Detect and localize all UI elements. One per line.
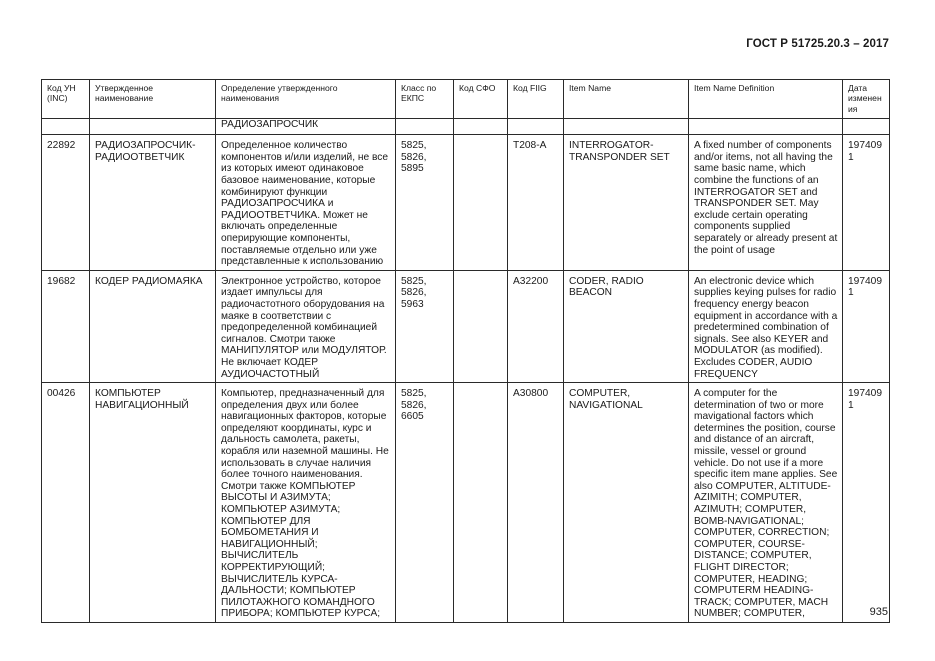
cell-sfo-code — [454, 383, 508, 623]
col-header-change-date: Дата изменения — [843, 80, 890, 119]
cell-empty — [689, 119, 843, 135]
cell-item-name-definition: A fixed number of components and/or items, not all having the same basic name, which combine the functions of an INTERROGATOR SET and TRANSPONDER SET. May exclude certain operating components supplied separately or already present at the point of usage — [689, 135, 843, 271]
table-row — [42, 270, 890, 382]
continuation-row — [42, 119, 890, 135]
cell-sfo-code — [454, 270, 508, 382]
cell-ekps-class: 5825, 5826, 5963 — [396, 270, 454, 382]
cell-item-name: COMPUTER, NAVIGATIONAL — [564, 383, 689, 623]
cell-fiig-code: A32200 — [508, 270, 564, 382]
cell-item-name: INTERROGATOR-TRANSPONDER SET — [564, 135, 689, 271]
cell-change-date: 1974091 — [843, 270, 890, 382]
cell-approved-name: РАДИОЗАПРОСЧИК-РАДИООТВЕТЧИК — [90, 135, 216, 271]
col-header-fiig-code: Код FIIG — [508, 80, 564, 119]
continuation-text: РАДИОЗАПРОСЧИК — [216, 119, 396, 135]
cell-inc: 19682 — [42, 270, 90, 382]
col-header-ekps-class: Класс по ЕКПС — [396, 80, 454, 119]
col-header-definition: Определение утвержденного наименования — [216, 80, 396, 119]
cell-empty — [454, 119, 508, 135]
table-row — [42, 135, 890, 271]
cell-empty — [42, 119, 90, 135]
cell-inc: 22892 — [42, 135, 90, 271]
cell-approved-name: КОДЕР РАДИОМАЯКА — [90, 270, 216, 382]
cell-empty — [396, 119, 454, 135]
cell-empty — [564, 119, 689, 135]
catalog-table — [41, 79, 890, 623]
cell-definition: Определенное количество компонентов и/или изделий, не все из которых имеют одинаковое базовое наименование, которые комбинируют функции РАДИОЗАПРОСЧИКА и РАДИООТВЕТЧИКА. Может не включать определенные оперирующие компоненты, поставляемые отдельно или уже представленные к использованию — [216, 135, 396, 271]
page-number: 935 — [869, 606, 888, 618]
col-header-approved-name: Утвержденное наименование — [90, 80, 216, 119]
cell-empty — [508, 119, 564, 135]
cell-empty — [90, 119, 216, 135]
cell-change-date: 1974091 — [843, 135, 890, 271]
cell-definition: Электронное устройство, которое издает импульсы для радиочастотного оборудования на маяке в соответствии с предопределенной комбинацией сигналов. Смотри также МАНИПУЛЯТОР или МОДУЛЯТОР. Не включает КОДЕР АУДИОЧАСТОТНЫЙ — [216, 270, 396, 382]
col-header-inc: Код УН (INC) — [42, 80, 90, 119]
cell-ekps-class: 5825, 5826, 5895 — [396, 135, 454, 271]
header-row — [42, 80, 890, 119]
cell-approved-name: КОМПЬЮТЕР НАВИГАЦИОННЫЙ — [90, 383, 216, 623]
cell-definition: Компьютер, предназначенный для определения двух или более навигационных факторов, которые определяют координаты, курс и дальность самолета, ракеты, корабля или наземной машины. Не использовать в случае наличия более точного наименования. Смотри также КОМПЬЮТЕР ВЫСОТЫ И АЗИМУТА; КОМПЬЮТЕР АЗИМУТА; КОМПЬЮТЕР ДЛЯ БОМБОМЕТАНИЯ И НАВИГАЦИОННЫЙ; ВЫЧИСЛИТЕЛЬ КОРРЕКТИРУЮЩИЙ; ВЫЧИСЛИТЕЛЬ КУРСА-ДАЛЬНОСТИ; КОМПЬЮТЕР ПИЛОТАЖНОГО КОМАНДНОГО ПРИБОРА; КОМПЬЮТЕР КУРСА; — [216, 383, 396, 623]
cell-sfo-code — [454, 135, 508, 271]
cell-inc: 00426 — [42, 383, 90, 623]
col-header-sfo-code: Код СФО — [454, 80, 508, 119]
cell-ekps-class: 5825, 5826, 6605 — [396, 383, 454, 623]
cell-fiig-code: A30800 — [508, 383, 564, 623]
cell-item-name-definition: A computer for the determination of two or more mavigational factors which determines the position, course and distance of an aircraft, missile, vessel or ground vehicle. Do not use if a more specific item mane applies. See also COMPUTER, ALTITUDE-AZIMITH; COMPUTER, AZIMUTH; COMPUTER, BOMB-NAVIGATIONAL; COMPUTER, CORRECTION; COMPUTER, COURSE-DISTANCE; COMPUTER, FLIGHT DIRECTOR; COMPUTER, HEADING; COMPUTERM HEADING-TRACK; COMPUTER, MACH NUMBER; COMPUTER, — [689, 383, 843, 623]
cell-item-name: CODER, RADIO BEACON — [564, 270, 689, 382]
cell-empty — [843, 119, 890, 135]
col-header-item-name-definition: Item Name Definition — [689, 80, 843, 119]
cell-fiig-code: T208-A — [508, 135, 564, 271]
cell-item-name-definition: An electronic device which supplies keying pulses for radio frequency energy beacon equipment in accordance with a predetermined combination of signals. See also KEYER and MODULATOR (as modified). Excludes CODER, AUDIO FREQUENCY — [689, 270, 843, 382]
document-header: ГОСТ Р 51725.20.3 – 2017 — [746, 38, 889, 50]
cell-change-date: 1974091 — [843, 383, 890, 623]
table-row — [42, 383, 890, 623]
col-header-item-name: Item Name — [564, 80, 689, 119]
